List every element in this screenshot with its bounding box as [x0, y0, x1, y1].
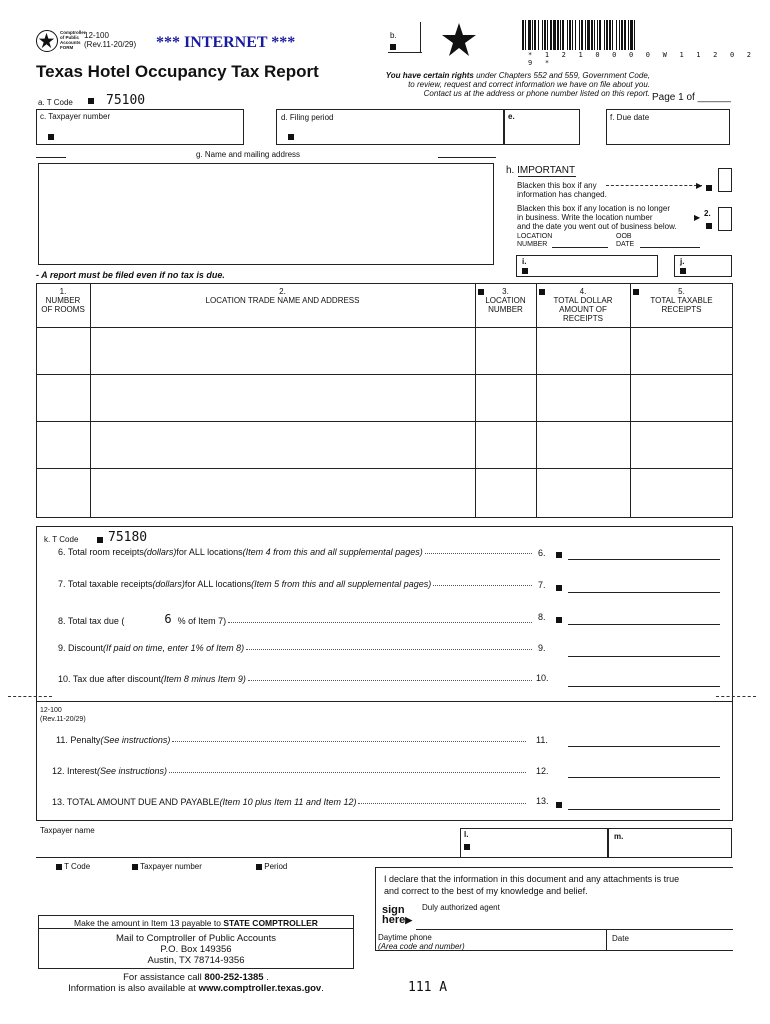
daytime-phone-label: Daytime phone (Area code and number): [378, 933, 465, 951]
assistance-info: For assistance call 800-252-1385 . Information is also available at www.comptroller.texas.gov.: [68, 972, 324, 994]
oob-date-label: OOB DATE: [616, 233, 635, 248]
item-11-row: 11. Penalty (See instructions): [56, 735, 528, 745]
item-7-row: 7. Total taxable receipts (dollars) for ALL locations (Item 5 from this and all supplemental pages): [58, 579, 534, 589]
filing-period-label: d. Filing period: [281, 113, 334, 122]
location-number-label: LOCATION NUMBER: [517, 233, 553, 248]
star-emblem-icon: [441, 22, 477, 58]
k-t-code-label: k. T Code: [44, 535, 79, 544]
item-10-row: 10. Tax due after discount (Item 8 minus Item 9): [58, 674, 534, 684]
out-of-business-checkbox[interactable]: [718, 207, 732, 231]
signature-line[interactable]: [416, 929, 733, 930]
report-notice: - A report must be filed even if no tax is due.: [36, 270, 225, 280]
form-revision: (Rev.11-20/29): [84, 40, 137, 49]
page-title: Texas Hotel Occupancy Tax Report: [36, 62, 319, 81]
due-date-label: f. Due date: [610, 113, 650, 122]
item-8-input[interactable]: [568, 624, 720, 625]
column-header-rooms: 1. NUMBER OF ROOMS: [41, 287, 85, 314]
item-6-row: 6. Total room receipts (dollars) for ALL locations (Item 4 from this and all supplemental pages): [58, 547, 534, 557]
date-label: Date: [612, 934, 629, 943]
mailing-address: Mail to Comptroller of Public Accounts P.O. Box 149356 Austin, TX 78714-9356: [116, 933, 276, 966]
box-b-label: b.: [390, 31, 397, 40]
t-code-value: 75100: [106, 93, 146, 108]
item-12-row: 12. Interest (See instructions): [52, 766, 528, 776]
box-i[interactable]: [516, 255, 658, 277]
item-13-row: 13. TOTAL AMOUNT DUE AND PAYABLE (Item 10 plus Item 11 and Item 12): [52, 797, 528, 807]
payable-to: Make the amount in Item 13 payable to STATE COMPTROLLER: [74, 918, 318, 928]
item-9-row: 9. Discount (If paid on time, enter 1% of Item 8): [58, 643, 534, 653]
important-label: h. IMPORTANT: [506, 165, 576, 176]
item-13-number: 13.: [536, 796, 549, 806]
barcode-bar: [635, 20, 637, 50]
form-number: 12-100: [84, 31, 109, 40]
star-icon: [37, 31, 56, 50]
box-l[interactable]: [460, 828, 608, 858]
name-address-label: g. Name and mailing address: [196, 150, 301, 159]
item-11-number: 11.: [536, 735, 548, 745]
box-j-label: j.: [680, 257, 685, 266]
arrow-right-icon: ▶: [696, 181, 703, 190]
item-9-number: 9.: [538, 643, 546, 653]
box-m-label: m.: [614, 832, 624, 841]
declaration-text: I declare that the information in this document and any attachments is true and correct to the best of my knowledge and belief.: [384, 874, 680, 896]
column-header-taxable-receipts: 5. TOTAL TAXABLE RECEIPTS: [650, 287, 713, 314]
page-of: Page 1 of ______: [652, 92, 731, 103]
column-header-location-number: 3. LOCATION NUMBER: [485, 287, 526, 314]
box-l-label: l.: [464, 830, 469, 839]
agency-name: Comptroller of Public Accounts FORM: [60, 30, 86, 50]
item-8-number: 8.: [538, 612, 546, 622]
authorized-agent-label: Duly authorized agent: [422, 903, 500, 912]
blacken-changed-text: Blacken this box if any information has changed.: [517, 181, 607, 199]
barcode-text: * 1 2 1 0 0 0 0 W 1 1 2 0 2 9 *: [528, 51, 756, 67]
footer-t-code: T Code: [56, 862, 90, 871]
t-code-label: a. T Code: [38, 98, 73, 107]
info-changed-checkbox[interactable]: [718, 168, 732, 192]
item-12-number: 12.: [536, 766, 549, 776]
tax-rate-value: 6: [164, 612, 172, 626]
box-m[interactable]: [608, 828, 732, 858]
item-9-input[interactable]: [568, 656, 720, 657]
item-6-input[interactable]: [568, 559, 720, 560]
barcode: [522, 20, 734, 50]
agency-logo: [36, 30, 58, 52]
name-address-box[interactable]: [38, 163, 494, 265]
item-10-number: 10.: [536, 673, 549, 683]
column-header-total-receipts: 4. TOTAL DOLLAR AMOUNT OF RECEIPTS: [553, 287, 613, 323]
internet-banner: *** INTERNET ***: [156, 34, 296, 51]
blacken-oob-text: Blacken this box if any location is no longer in business. Write the location number and the date you went out of business below.: [517, 204, 677, 231]
footer-taxpayer-number: Taxpayer number: [132, 862, 202, 871]
box-e[interactable]: [504, 109, 580, 145]
rights-notice: You have certain rights under Chapters 552 and 559, Government Code, to review, request and correct information we have on file about you. Contact us at the address or phone number listed on this report.: [385, 71, 650, 98]
footer-period: Period: [256, 862, 287, 871]
box-b-marker: [390, 42, 396, 51]
taxpayer-name-label: Taxpayer name: [40, 826, 95, 835]
k-t-code-value: 75180: [108, 530, 148, 545]
second-form-number: 12-100 (Rev.11-20/29): [40, 707, 86, 723]
bottom-code: 111 A: [408, 980, 448, 995]
item-11-input[interactable]: [568, 746, 720, 747]
box-i-label: i.: [522, 257, 527, 266]
arrow-right-icon: ▶: [694, 213, 701, 222]
item-12-input[interactable]: [568, 777, 720, 778]
item-8-row: 8. Total tax due ( 6 % of Item 7): [58, 612, 534, 626]
item-10-input[interactable]: [568, 686, 720, 687]
taxpayer-number-label: c. Taxpayer number: [40, 112, 111, 121]
item-7-input[interactable]: [568, 592, 720, 593]
item-7-number: 7.: [538, 580, 546, 590]
sign-here-icon: sign here▶: [382, 904, 413, 926]
box-e-label: e.: [508, 112, 515, 121]
column-header-location-name: 2. LOCATION TRADE NAME AND ADDRESS: [205, 287, 360, 305]
item-6-number: 6.: [538, 548, 546, 558]
item-2-marker: 2.: [704, 209, 711, 218]
item-13-input[interactable]: [568, 809, 720, 810]
